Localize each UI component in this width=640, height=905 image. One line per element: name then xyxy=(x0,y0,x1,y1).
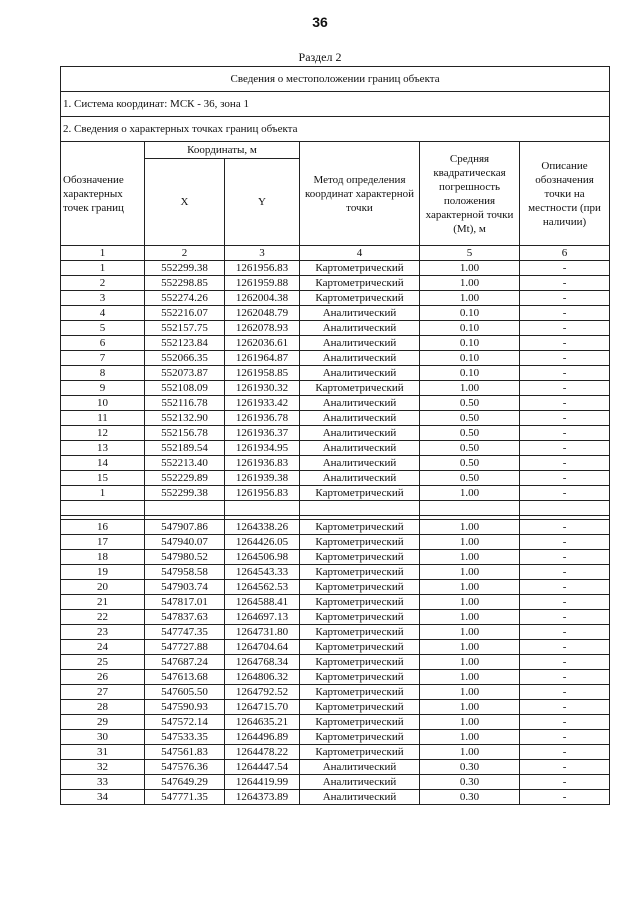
column-number: 6 xyxy=(520,246,610,261)
header-y: Y xyxy=(225,159,300,246)
description-cell: - xyxy=(520,261,610,276)
description-cell: - xyxy=(520,276,610,291)
description-cell: - xyxy=(520,715,610,730)
method-cell: Картометрический xyxy=(300,520,420,535)
y-coordinate-cell: 1261939.38 xyxy=(225,471,300,486)
table-row xyxy=(61,291,610,306)
y-coordinate-cell: 1264806.32 xyxy=(225,670,300,685)
point-number-cell: 18 xyxy=(61,550,145,565)
table-row xyxy=(61,336,610,351)
table-row xyxy=(61,595,610,610)
point-number-cell: 15 xyxy=(61,471,145,486)
point-number-cell: 5 xyxy=(61,321,145,336)
description-cell: - xyxy=(520,321,610,336)
y-coordinate-cell: 1261956.83 xyxy=(225,486,300,501)
error-cell: 1.00 xyxy=(420,670,520,685)
table-row xyxy=(61,426,610,441)
y-coordinate-cell: 1264562.53 xyxy=(225,580,300,595)
description-cell: - xyxy=(520,520,610,535)
column-number: 4 xyxy=(300,246,420,261)
method-cell: Аналитический xyxy=(300,760,420,775)
description-cell: - xyxy=(520,565,610,580)
empty-separator-row xyxy=(61,501,610,516)
error-cell: 0.30 xyxy=(420,760,520,775)
x-coordinate-cell: 552116.78 xyxy=(145,396,225,411)
error-cell: 1.00 xyxy=(420,745,520,760)
method-cell: Картометрический xyxy=(300,550,420,565)
y-coordinate-cell: 1264478.22 xyxy=(225,745,300,760)
points-heading-row: 2. Сведения о характерных точках границ объекта xyxy=(61,117,610,142)
error-cell: 0.30 xyxy=(420,790,520,805)
error-cell: 1.00 xyxy=(420,550,520,565)
point-number-cell: 33 xyxy=(61,775,145,790)
table-title: Сведения о местоположении границ объекта xyxy=(61,67,610,92)
x-coordinate-cell: 552123.84 xyxy=(145,336,225,351)
x-coordinate-cell: 547613.68 xyxy=(145,670,225,685)
point-number-cell: 1 xyxy=(61,261,145,276)
header-description: Описание обозначения точки на местности (при наличии) xyxy=(520,142,610,246)
error-cell: 0.10 xyxy=(420,351,520,366)
point-number-cell: 7 xyxy=(61,351,145,366)
x-coordinate-cell: 547605.50 xyxy=(145,685,225,700)
method-cell: Картометрический xyxy=(300,685,420,700)
column-number: 1 xyxy=(61,246,145,261)
error-cell: 1.00 xyxy=(420,535,520,550)
method-cell: Картометрический xyxy=(300,535,420,550)
table-row xyxy=(61,486,610,501)
error-cell: 0.50 xyxy=(420,411,520,426)
method-cell: Аналитический xyxy=(300,441,420,456)
table-row xyxy=(61,640,610,655)
method-cell: Картометрический xyxy=(300,595,420,610)
error-cell: 1.00 xyxy=(420,580,520,595)
table-row xyxy=(61,565,610,580)
error-cell: 1.00 xyxy=(420,291,520,306)
error-cell: 0.10 xyxy=(420,366,520,381)
header-error: Средняя квадратическая погрешность положения характерной точки (Mt), м xyxy=(420,142,520,246)
description-cell: - xyxy=(520,775,610,790)
description-cell: - xyxy=(520,456,610,471)
table-row xyxy=(61,775,610,790)
description-cell: - xyxy=(520,366,610,381)
point-number-cell: 10 xyxy=(61,396,145,411)
method-cell: Картометрический xyxy=(300,291,420,306)
x-coordinate-cell: 552229.89 xyxy=(145,471,225,486)
method-cell: Картометрический xyxy=(300,565,420,580)
column-numbers-row xyxy=(61,246,610,261)
description-cell: - xyxy=(520,700,610,715)
x-coordinate-cell: 552274.26 xyxy=(145,291,225,306)
x-coordinate-cell: 547837.63 xyxy=(145,610,225,625)
y-coordinate-cell: 1261959.88 xyxy=(225,276,300,291)
y-coordinate-cell: 1261964.87 xyxy=(225,351,300,366)
description-cell: - xyxy=(520,610,610,625)
description-cell: - xyxy=(520,306,610,321)
point-number-cell: 31 xyxy=(61,745,145,760)
table-row xyxy=(61,456,610,471)
table-row xyxy=(61,655,610,670)
description-cell: - xyxy=(520,411,610,426)
table-row xyxy=(61,366,610,381)
error-cell: 1.00 xyxy=(420,276,520,291)
y-coordinate-cell: 1264373.89 xyxy=(225,790,300,805)
x-coordinate-cell: 547817.01 xyxy=(145,595,225,610)
error-cell: 1.00 xyxy=(420,715,520,730)
table-row xyxy=(61,306,610,321)
point-number-cell: 26 xyxy=(61,670,145,685)
method-cell: Аналитический xyxy=(300,321,420,336)
y-coordinate-cell: 1262078.93 xyxy=(225,321,300,336)
point-number-cell: 32 xyxy=(61,760,145,775)
y-coordinate-cell: 1262004.38 xyxy=(225,291,300,306)
y-coordinate-cell: 1264506.98 xyxy=(225,550,300,565)
error-cell: 0.50 xyxy=(420,426,520,441)
x-coordinate-cell: 552108.09 xyxy=(145,381,225,396)
y-coordinate-cell: 1261933.42 xyxy=(225,396,300,411)
description-cell: - xyxy=(520,655,610,670)
method-cell: Аналитический xyxy=(300,366,420,381)
x-coordinate-cell: 552216.07 xyxy=(145,306,225,321)
point-number-cell: 28 xyxy=(61,700,145,715)
method-cell: Аналитический xyxy=(300,411,420,426)
table-row xyxy=(61,790,610,805)
point-number-cell: 22 xyxy=(61,610,145,625)
y-coordinate-cell: 1261958.85 xyxy=(225,366,300,381)
method-cell: Картометрический xyxy=(300,625,420,640)
description-cell: - xyxy=(520,535,610,550)
method-cell: Картометрический xyxy=(300,610,420,625)
error-cell: 1.00 xyxy=(420,700,520,715)
error-cell: 0.10 xyxy=(420,336,520,351)
x-coordinate-cell: 552189.54 xyxy=(145,441,225,456)
point-number-cell: 24 xyxy=(61,640,145,655)
table-row xyxy=(61,550,610,565)
error-cell: 1.00 xyxy=(420,520,520,535)
method-cell: Картометрический xyxy=(300,670,420,685)
header-method: Метод определения координат характерной точки xyxy=(300,142,420,246)
method-cell: Картометрический xyxy=(300,261,420,276)
method-cell: Картометрический xyxy=(300,640,420,655)
x-coordinate-cell: 552299.38 xyxy=(145,486,225,501)
point-number-cell: 16 xyxy=(61,520,145,535)
table-row xyxy=(61,670,610,685)
table-row xyxy=(61,745,610,760)
point-number-cell: 23 xyxy=(61,625,145,640)
description-cell: - xyxy=(520,396,610,411)
y-coordinate-cell: 1264426.05 xyxy=(225,535,300,550)
y-coordinate-cell: 1264731.80 xyxy=(225,625,300,640)
error-cell: 1.00 xyxy=(420,640,520,655)
x-coordinate-cell: 547576.36 xyxy=(145,760,225,775)
table-row xyxy=(61,441,610,456)
method-cell: Аналитический xyxy=(300,336,420,351)
error-cell: 1.00 xyxy=(420,261,520,276)
header-coordinates: Координаты, м xyxy=(145,142,300,159)
boundary-points-table xyxy=(60,66,610,805)
error-cell: 0.50 xyxy=(420,456,520,471)
point-number-cell: 29 xyxy=(61,715,145,730)
description-cell: - xyxy=(520,745,610,760)
table-row xyxy=(61,411,610,426)
table-row xyxy=(61,730,610,745)
x-coordinate-cell: 552066.35 xyxy=(145,351,225,366)
point-number-cell: 12 xyxy=(61,426,145,441)
x-coordinate-cell: 547958.58 xyxy=(145,565,225,580)
y-coordinate-cell: 1264697.13 xyxy=(225,610,300,625)
error-cell: 1.00 xyxy=(420,610,520,625)
point-number-cell: 9 xyxy=(61,381,145,396)
table-row xyxy=(61,685,610,700)
description-cell: - xyxy=(520,790,610,805)
y-coordinate-cell: 1264338.26 xyxy=(225,520,300,535)
y-coordinate-cell: 1264704.64 xyxy=(225,640,300,655)
column-number: 2 xyxy=(145,246,225,261)
table-row xyxy=(61,580,610,595)
error-cell: 0.10 xyxy=(420,321,520,336)
point-number-cell: 14 xyxy=(61,456,145,471)
table-row xyxy=(61,261,610,276)
method-cell: Картометрический xyxy=(300,381,420,396)
point-number-cell: 19 xyxy=(61,565,145,580)
error-cell: 0.50 xyxy=(420,396,520,411)
description-cell: - xyxy=(520,670,610,685)
point-number-cell: 2 xyxy=(61,276,145,291)
error-cell: 1.00 xyxy=(420,625,520,640)
description-cell: - xyxy=(520,685,610,700)
description-cell: - xyxy=(520,580,610,595)
y-coordinate-cell: 1264419.99 xyxy=(225,775,300,790)
table-row xyxy=(61,381,610,396)
table-row xyxy=(61,276,610,291)
column-number: 3 xyxy=(225,246,300,261)
x-coordinate-cell: 552213.40 xyxy=(145,456,225,471)
description-cell: - xyxy=(520,381,610,396)
x-coordinate-cell: 552073.87 xyxy=(145,366,225,381)
x-coordinate-cell: 547907.86 xyxy=(145,520,225,535)
description-cell: - xyxy=(520,336,610,351)
error-cell: 0.10 xyxy=(420,306,520,321)
y-coordinate-cell: 1264635.21 xyxy=(225,715,300,730)
description-cell: - xyxy=(520,595,610,610)
method-cell: Картометрический xyxy=(300,276,420,291)
y-coordinate-cell: 1262048.79 xyxy=(225,306,300,321)
x-coordinate-cell: 552299.38 xyxy=(145,261,225,276)
method-cell: Аналитический xyxy=(300,790,420,805)
error-cell: 1.00 xyxy=(420,565,520,580)
y-coordinate-cell: 1264588.41 xyxy=(225,595,300,610)
x-coordinate-cell: 552298.85 xyxy=(145,276,225,291)
method-cell: Картометрический xyxy=(300,655,420,670)
page-number: 36 xyxy=(312,14,328,30)
header-designation: Обозначение характерных точек границ xyxy=(61,142,145,246)
error-cell: 1.00 xyxy=(420,685,520,700)
x-coordinate-cell: 547747.35 xyxy=(145,625,225,640)
description-cell: - xyxy=(520,625,610,640)
x-coordinate-cell: 547561.83 xyxy=(145,745,225,760)
error-cell: 1.00 xyxy=(420,655,520,670)
method-cell: Картометрический xyxy=(300,580,420,595)
error-cell: 1.00 xyxy=(420,595,520,610)
method-cell: Аналитический xyxy=(300,775,420,790)
table-row xyxy=(61,535,610,550)
x-coordinate-cell: 547771.35 xyxy=(145,790,225,805)
x-coordinate-cell: 547590.93 xyxy=(145,700,225,715)
y-coordinate-cell: 1264447.54 xyxy=(225,760,300,775)
error-cell: 1.00 xyxy=(420,730,520,745)
point-number-cell: 20 xyxy=(61,580,145,595)
table-row xyxy=(61,610,610,625)
point-number-cell: 8 xyxy=(61,366,145,381)
description-cell: - xyxy=(520,730,610,745)
method-cell: Картометрический xyxy=(300,745,420,760)
x-coordinate-cell: 547980.52 xyxy=(145,550,225,565)
point-number-cell: 25 xyxy=(61,655,145,670)
x-coordinate-cell: 547687.24 xyxy=(145,655,225,670)
x-coordinate-cell: 552157.75 xyxy=(145,321,225,336)
table-row xyxy=(61,700,610,715)
description-cell: - xyxy=(520,640,610,655)
method-cell: Аналитический xyxy=(300,471,420,486)
table-row xyxy=(61,520,610,535)
point-number-cell: 21 xyxy=(61,595,145,610)
method-cell: Аналитический xyxy=(300,306,420,321)
table-row xyxy=(61,625,610,640)
point-number-cell: 3 xyxy=(61,291,145,306)
table-row xyxy=(61,760,610,775)
point-number-cell: 1 xyxy=(61,486,145,501)
point-number-cell: 17 xyxy=(61,535,145,550)
method-cell: Картометрический xyxy=(300,730,420,745)
y-coordinate-cell: 1264715.70 xyxy=(225,700,300,715)
header-x: X xyxy=(145,159,225,246)
description-cell: - xyxy=(520,486,610,501)
x-coordinate-cell: 547940.07 xyxy=(145,535,225,550)
description-cell: - xyxy=(520,426,610,441)
method-cell: Аналитический xyxy=(300,426,420,441)
description-cell: - xyxy=(520,441,610,456)
method-cell: Аналитический xyxy=(300,396,420,411)
method-cell: Картометрический xyxy=(300,715,420,730)
method-cell: Аналитический xyxy=(300,351,420,366)
y-coordinate-cell: 1264768.34 xyxy=(225,655,300,670)
x-coordinate-cell: 547572.14 xyxy=(145,715,225,730)
point-number-cell: 27 xyxy=(61,685,145,700)
y-coordinate-cell: 1261934.95 xyxy=(225,441,300,456)
table-row xyxy=(61,715,610,730)
point-number-cell: 13 xyxy=(61,441,145,456)
y-coordinate-cell: 1264543.33 xyxy=(225,565,300,580)
description-cell: - xyxy=(520,550,610,565)
description-cell: - xyxy=(520,351,610,366)
method-cell: Аналитический xyxy=(300,456,420,471)
coordinate-system-row: 1. Система координат: МСК - 36, зона 1 xyxy=(61,92,610,117)
error-cell: 0.30 xyxy=(420,775,520,790)
table-row xyxy=(61,351,610,366)
table-row xyxy=(61,396,610,411)
x-coordinate-cell: 547533.35 xyxy=(145,730,225,745)
column-number: 5 xyxy=(420,246,520,261)
error-cell: 0.50 xyxy=(420,441,520,456)
y-coordinate-cell: 1264496.89 xyxy=(225,730,300,745)
table-row xyxy=(61,471,610,486)
y-coordinate-cell: 1261956.83 xyxy=(225,261,300,276)
point-number-cell: 30 xyxy=(61,730,145,745)
x-coordinate-cell: 547903.74 xyxy=(145,580,225,595)
point-number-cell: 34 xyxy=(61,790,145,805)
x-coordinate-cell: 547727.88 xyxy=(145,640,225,655)
y-coordinate-cell: 1264792.52 xyxy=(225,685,300,700)
section-title: Раздел 2 xyxy=(298,50,342,64)
error-cell: 1.00 xyxy=(420,381,520,396)
y-coordinate-cell: 1261936.37 xyxy=(225,426,300,441)
point-number-cell: 11 xyxy=(61,411,145,426)
x-coordinate-cell: 552132.90 xyxy=(145,411,225,426)
x-coordinate-cell: 547649.29 xyxy=(145,775,225,790)
error-cell: 1.00 xyxy=(420,486,520,501)
description-cell: - xyxy=(520,291,610,306)
y-coordinate-cell: 1261930.32 xyxy=(225,381,300,396)
y-coordinate-cell: 1262036.61 xyxy=(225,336,300,351)
point-number-cell: 6 xyxy=(61,336,145,351)
x-coordinate-cell: 552156.78 xyxy=(145,426,225,441)
table-row xyxy=(61,321,610,336)
method-cell: Картометрический xyxy=(300,486,420,501)
description-cell: - xyxy=(520,760,610,775)
method-cell: Картометрический xyxy=(300,700,420,715)
y-coordinate-cell: 1261936.83 xyxy=(225,456,300,471)
point-number-cell: 4 xyxy=(61,306,145,321)
y-coordinate-cell: 1261936.78 xyxy=(225,411,300,426)
error-cell: 0.50 xyxy=(420,471,520,486)
description-cell: - xyxy=(520,471,610,486)
